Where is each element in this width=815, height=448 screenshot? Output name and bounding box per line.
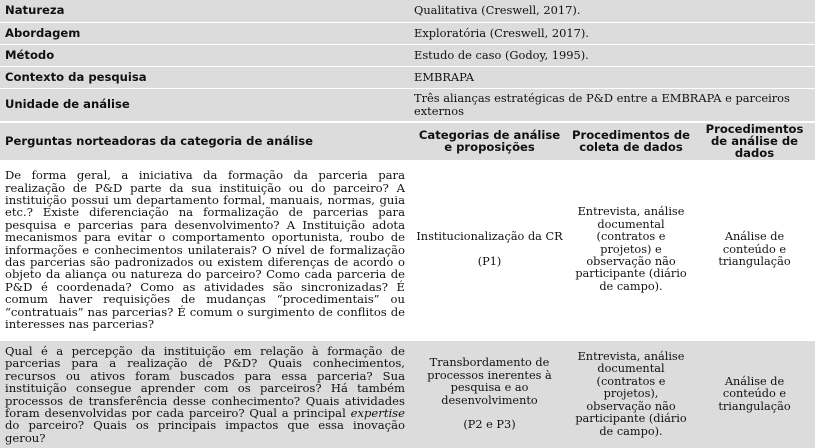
rows-section bbox=[0, 160, 815, 448]
question-emphasis: expertise bbox=[350, 405, 405, 420]
proposition-code: (P2 e P3) bbox=[463, 418, 516, 432]
summary-label: Método bbox=[0, 44, 411, 66]
header-categories: Categorias de análise e proposições bbox=[411, 122, 568, 160]
summary-label: Natureza bbox=[0, 0, 411, 22]
summary-value: EMBRAPA bbox=[411, 66, 815, 88]
collection-cell: Entrevista, análise documental (contratos e projetos) e observação não participante (diário de campo). bbox=[568, 160, 694, 340]
question-cell: De forma geral, a iniciativa da formação da parceria para realização de P&D parte da sua instituição ou do parceiro? A instituição possui um departamento formal, manuais, normas, guia etc.? Existe diferenciação na formalização de parcerias para pesquisa e parcerias para desenvolvimento? A Instituição adota mecanismos para evitar o comportamento oportunista, roubo de informações e conhecimentos unilaterais? O nível de formalização das parcerias são padronizados ou existem diferenças de acordo o objeto da aliança ou natureza do parceiro? Como cada parceria de P&D é coordenada? Como as atividades são sincronizadas? É comum haver requisições de mudanças “procedimentais” ou “contratuais” nas parcerias? É comum o surgimento de conflitos de interesses nas parcerias? bbox=[0, 160, 411, 340]
summary-value: Qualitativa (Creswell, 2017). bbox=[411, 0, 815, 22]
summary-value: Três alianças estratégicas de P&D entre a EMBRAPA e parceiros externos bbox=[411, 88, 815, 122]
collection-cell: Entrevista, análise documental (contratos e projetos), observação não participante (diário de campo). bbox=[568, 340, 694, 448]
analysis-cell: Análise de conteúdo e triangulação bbox=[694, 340, 815, 448]
summary-value: Estudo de caso (Godoy, 1995). bbox=[411, 44, 815, 66]
category-cell bbox=[411, 160, 568, 340]
summary-row-unidade bbox=[0, 88, 815, 122]
summary-label: Unidade de análise bbox=[0, 88, 411, 122]
question-text: do parceiro? Quais os principais impactos que essa inovação gerou? bbox=[5, 418, 405, 445]
column-header-section bbox=[0, 122, 815, 160]
category-label: Institucionalização da CR bbox=[416, 230, 563, 244]
header-questions: Perguntas norteadoras da categoria de análise bbox=[0, 122, 411, 160]
summary-row-contexto bbox=[0, 66, 815, 88]
summary-section bbox=[0, 0, 815, 122]
header-analysis: Procedimentos de análise de dados bbox=[694, 122, 815, 160]
question-cell bbox=[0, 340, 411, 448]
column-header-row bbox=[0, 122, 815, 160]
summary-label: Abordagem bbox=[0, 22, 411, 44]
proposition-code: (P1) bbox=[477, 254, 502, 268]
summary-label: Contexto da pesquisa bbox=[0, 66, 411, 88]
summary-row-abordagem bbox=[0, 22, 815, 44]
summary-row-natureza bbox=[0, 0, 815, 22]
analysis-cell: Análise de conteúdo e triangulação bbox=[694, 160, 815, 340]
summary-row-metodo bbox=[0, 44, 815, 66]
category-cell bbox=[411, 340, 568, 448]
question-text: Qual é a percepção da instituição em relação à formação de parcerias para a realização de P&D? Quais conhecimentos, recursos ou ativos foram buscados para essa parceria? Sua instituição consegue aprender com os parceiros? Há também processos de transferência desse conhecimento? Quais atividades foram desenvolvidas por cada parceiro? Qual a principal bbox=[5, 343, 405, 420]
header-collection: Procedimentos de coleta de dados bbox=[568, 122, 694, 160]
table-row bbox=[0, 160, 815, 340]
summary-value: Exploratória (Creswell, 2017). bbox=[411, 22, 815, 44]
category-label: Transbordamento de processos inerentes à pesquisa e ao desenvolvimento bbox=[427, 356, 552, 407]
table-row bbox=[0, 340, 815, 448]
